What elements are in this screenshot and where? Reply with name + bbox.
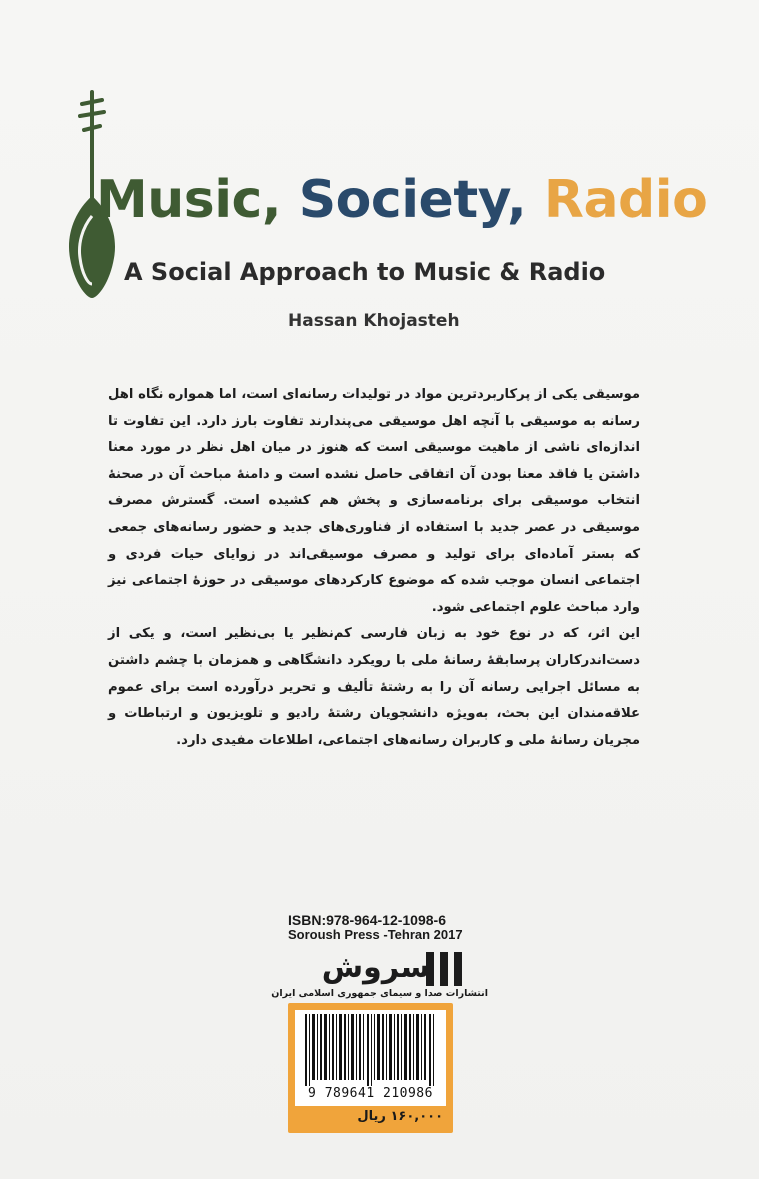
publisher-line: Soroush Press -Tehran 2017: [288, 927, 463, 942]
price: ۱۶۰,۰۰۰ ریال: [357, 1109, 443, 1124]
barcode: [295, 1010, 446, 1106]
barcode-bars-icon: [301, 1014, 440, 1086]
title-music: Music,: [96, 170, 282, 230]
title-society: Society,: [298, 170, 527, 230]
logo-text: سروش: [321, 950, 430, 985]
book-author: Hassan Khojasteh: [288, 311, 460, 331]
blurb-paragraph-1: موسیقی یکی از پرکاربردترین مواد در تولیدات رسانه‌ای است، اما همواره نگاه اهل رسانه به موسیقی با آنچه اهل موسیقی می‌پندارند تفاوت بارز دارد. این تفاوت تا اندازه‌ای ناشی از ماهیت موسیقی است که هنوز در میان اهل نظر در مورد معنا داشتن یا فاقد معنا بودن آن اتفاقی حاصل نشده است و دامنهٔ مباحث آن در صحنهٔ انتخاب موسیقی برای برنامه‌سازی و پخش هم کشیده است. گسترش مصرف موسیقی در عصر جدید با استفاده از فناوری‌های جدید و حضور رسانه‌های جمعی که بستر آماده‌ای برای تولید و مصرف موسیقی‌اند در زوایای حیات فردی و اجتماعی انسان موجب شده که موضوع کارکردهای موسیقی در حوزهٔ اجتماعی نیز وارد مباحث علوم اجتماعی شود.: [108, 387, 640, 615]
blurb: [108, 382, 640, 754]
blurb-paragraph-2: این اثر، که در نوع خود به زبان فارسی کم‌نظیر یا بی‌نظیر است، و یکی از دست‌اندرکاران پرسابقهٔ رسانهٔ ملی با رویکرد دانشگاهی و همزمان با چشم داشتن به مسائل اجرایی رسانه آن را به رشتهٔ تألیف و تحریر درآورده است برای عموم علاقه‌مندان این بحث، به‌ویژه دانشجویان رشتهٔ رادیو و تلویزیون و ارتباطات و مجریان رسانهٔ ملی و کاربران رسانه‌های اجتماعی، اطلاعات مفیدی دارد.: [108, 626, 640, 748]
isbn: ISBN:978-964-12-1098-6: [288, 912, 446, 928]
barcode-price-box: [288, 1003, 453, 1133]
publisher-organization: انتشارات صدا و سیمای جمهوری اسلامی ایران: [271, 988, 488, 999]
barcode-number: 9 789641 210986: [308, 1086, 433, 1101]
book-subtitle: A Social Approach to Music & Radio: [124, 258, 606, 286]
book-title: [96, 170, 716, 230]
title-radio: Radio: [543, 170, 708, 230]
